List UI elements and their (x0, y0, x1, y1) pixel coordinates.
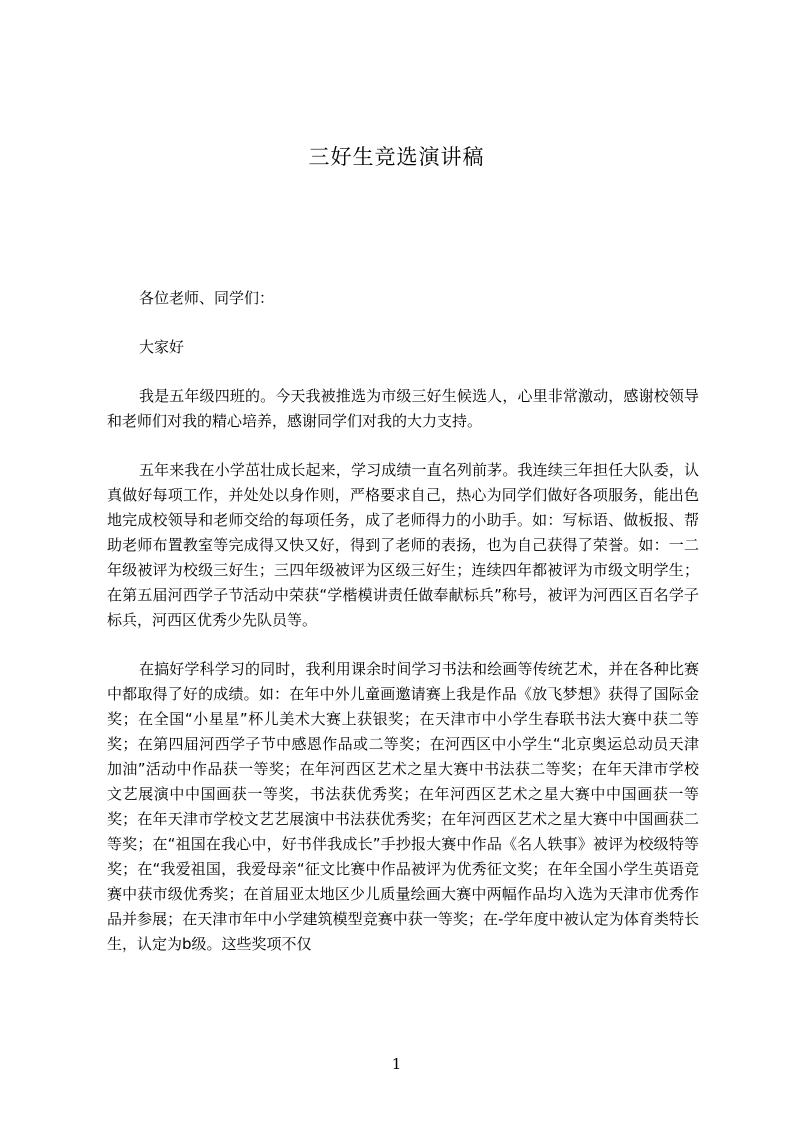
body-paragraph: 五年来我在小学茁壮成长起来，学习成绩一直名列前茅。我连续三年担任大队委，认真做好每项工作，并处处以身作则，严格要求自己，热心为同学们做好各项服务，能出色地完成校领导和老师交给的每项任务，成了老师得力的小助手。如：写标语、做板报、帮助老师布置教室等完成得又快又好，得到了老师的表扬，也为自己获得了荣誉。如：一二年级被评为校级三好生；三四年级被评为区级三好生；连续四年都被评为市级文明学生；在第五届河西学子节活动中荣获“学楷模讲责任做奉献标兵”称号，被评为河西区百名学子标兵，河西区优秀少先队员等。 (107, 461, 699, 629)
body-paragraph: 在搞好学科学习的同时，我利用课余时间学习书法和绘画等传统艺术，并在各种比赛中都取得了好的成绩。如：在年中外儿童画邀请赛上我是作品《放飞梦想》获得了国际金奖；在全国“小星星”杯儿美术大赛上获银奖；在天津市中小学生春联书法大赛中获二等奖；在第四届河西学子节中感恩作品或二等奖；在河西区中小学生“北京奥运总动员天津加油”活动中作品获一等奖；在年河西区艺术之星大赛中书法获二等奖；在年天津市学校文艺展演中中国画获一等奖，书法获优秀奖；在年河西区艺术之星大赛中中国画获一等奖；在年天津市学校文艺艺展演中书法获优秀奖；在年河西区艺术之星大赛中中国画获二等奖；在“祖国在我心中，好书伴我成长”手抄报大赛中作品《名人轶事》被评为校级特等奖；在“我爱祖国，我爱母亲“征文比赛中作品被评为优秀征文奖；在年全国小学生英语竞赛中获市级优秀奖；在首届亚太地区少儿质量绘画大赛中两幅作品均入选为天津市优秀作品并参展；在天津市年中小学建筑模型竞赛中获一等奖；在-学年度中被认定为体育类特长生，认定为b级。这些奖项不仅 (107, 660, 699, 953)
body-paragraph: 我是五年级四班的。今天我被推选为市级三好生候选人，心里非常激动，感谢校领导和老师们对我的精心培养，感谢同学们对我的大力支持。 (107, 387, 699, 430)
page-number: 1 (391, 1055, 402, 1073)
document-body (107, 286, 699, 957)
salutation: 各位老师、同学们： (139, 289, 275, 307)
greeting: 大家好 (139, 338, 185, 356)
document-title: 三好生竞选演讲稿 (308, 145, 485, 169)
